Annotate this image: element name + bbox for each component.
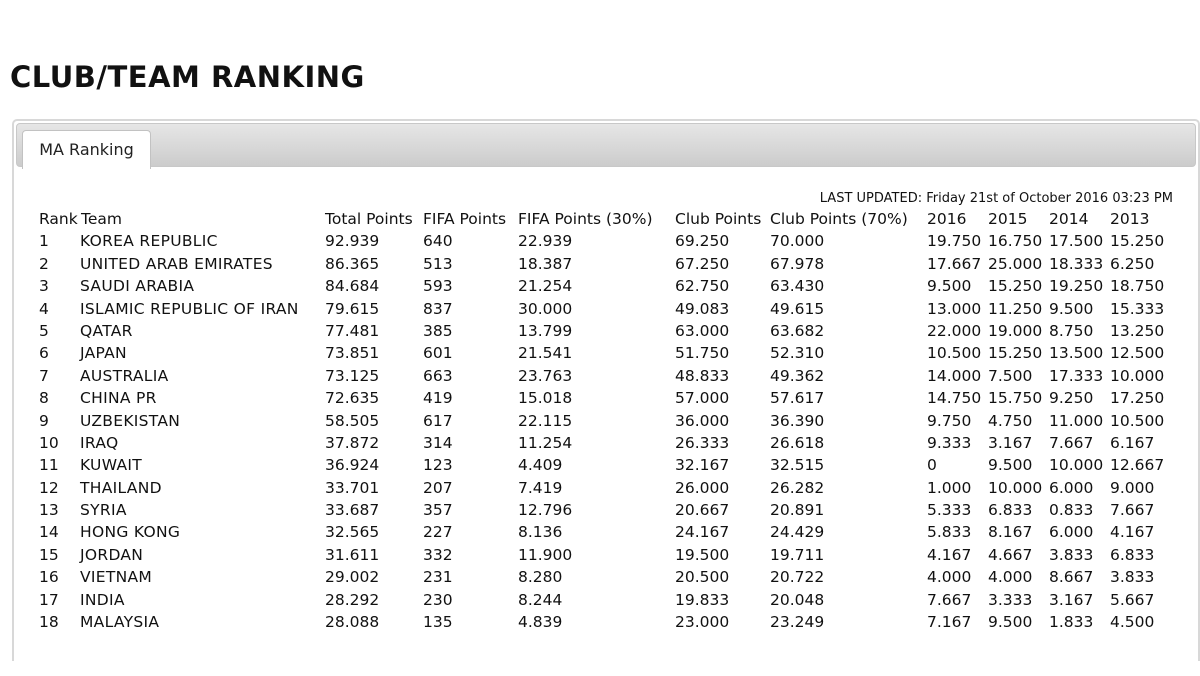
cell-2013: 12.667: [1110, 456, 1165, 475]
cell-2014: 8.667: [1049, 568, 1094, 587]
cell-2014: 9.500: [1049, 299, 1094, 318]
cell-club-points-70: 32.515: [770, 456, 825, 475]
cell-fifa-points-30: 12.796: [518, 501, 573, 520]
cell-2016: 1.000: [927, 478, 972, 497]
cell-2013: 13.250: [1110, 321, 1165, 340]
cell-total-points: 29.002: [325, 568, 380, 587]
cell-rank: 10: [39, 433, 59, 452]
cell-fifa-points-30: 21.254: [518, 277, 573, 296]
cell-club-points: 48.833: [675, 366, 730, 385]
cell-total-points: 77.481: [325, 321, 380, 340]
cell-team: UNITED ARAB EMIRATES: [80, 254, 273, 273]
cell-club-points: 49.083: [675, 299, 730, 318]
header-club-points[interactable]: Club Points: [675, 210, 762, 228]
cell-2015: 8.167: [988, 523, 1033, 542]
cell-rank: 6: [39, 344, 49, 363]
cell-fifa-points: 837: [423, 299, 453, 318]
cell-total-points: 92.939: [325, 232, 380, 251]
page-title: CLUB/TEAM RANKING: [10, 60, 365, 94]
cell-2014: 17.500: [1049, 232, 1104, 251]
cell-fifa-points: 357: [423, 501, 453, 520]
header-team[interactable]: Team: [81, 210, 122, 228]
cell-club-points-70: 57.617: [770, 389, 825, 408]
cell-2013: 4.167: [1110, 523, 1155, 542]
cell-2015: 9.500: [988, 613, 1033, 632]
cell-2013: 12.500: [1110, 344, 1165, 363]
cell-fifa-points-30: 4.839: [518, 613, 563, 632]
cell-2015: 15.250: [988, 344, 1043, 363]
cell-2016: 9.500: [927, 277, 972, 296]
cell-2014: 17.333: [1049, 366, 1104, 385]
cell-2014: 6.000: [1049, 523, 1094, 542]
cell-club-points-70: 20.722: [770, 568, 825, 587]
cell-2016: 9.750: [927, 411, 972, 430]
cell-2015: 6.833: [988, 501, 1033, 520]
cell-total-points: 33.687: [325, 501, 380, 520]
cell-2016: 4.000: [927, 568, 972, 587]
cell-rank: 1: [39, 232, 49, 251]
cell-2013: 10.000: [1110, 366, 1165, 385]
cell-club-points: 69.250: [675, 232, 730, 251]
cell-fifa-points: 135: [423, 613, 453, 632]
cell-fifa-points-30: 7.419: [518, 478, 563, 497]
cell-total-points: 31.611: [325, 545, 380, 564]
cell-club-points-70: 20.891: [770, 501, 825, 520]
cell-fifa-points-30: 11.254: [518, 433, 573, 452]
cell-2016: 19.750: [927, 232, 982, 251]
cell-total-points: 73.851: [325, 344, 380, 363]
cell-2013: 4.500: [1110, 613, 1155, 632]
cell-2014: 7.667: [1049, 433, 1094, 452]
cell-rank: 3: [39, 277, 49, 296]
cell-2014: 10.000: [1049, 456, 1104, 475]
cell-fifa-points-30: 22.939: [518, 232, 573, 251]
cell-fifa-points: 332: [423, 545, 453, 564]
cell-2016: 13.000: [927, 299, 982, 318]
cell-club-points: 24.167: [675, 523, 730, 542]
cell-2015: 4.750: [988, 411, 1033, 430]
cell-fifa-points: 593: [423, 277, 453, 296]
cell-total-points: 37.872: [325, 433, 380, 452]
cell-2016: 4.167: [927, 545, 972, 564]
cell-fifa-points-30: 23.763: [518, 366, 573, 385]
cell-2013: 6.833: [1110, 545, 1155, 564]
cell-2014: 13.500: [1049, 344, 1104, 363]
cell-2013: 5.667: [1110, 590, 1155, 609]
cell-rank: 16: [39, 568, 59, 587]
cell-2014: 11.000: [1049, 411, 1104, 430]
cell-fifa-points: 314: [423, 433, 453, 452]
last-updated-text: LAST UPDATED: Friday 21st of October 2016 03:23 PM: [819, 191, 1173, 206]
cell-total-points: 72.635: [325, 389, 380, 408]
tab-ma-ranking[interactable]: MA Ranking: [22, 130, 151, 169]
cell-fifa-points: 385: [423, 321, 453, 340]
cell-fifa-points-30: 4.409: [518, 456, 563, 475]
cell-2013: 7.667: [1110, 501, 1155, 520]
cell-rank: 14: [39, 523, 59, 542]
cell-2014: 1.833: [1049, 613, 1094, 632]
cell-2015: 3.167: [988, 433, 1033, 452]
cell-2013: 15.250: [1110, 232, 1165, 251]
cell-2015: 4.000: [988, 568, 1033, 587]
cell-fifa-points: 513: [423, 254, 453, 273]
cell-2014: 0.833: [1049, 501, 1094, 520]
cell-fifa-points: 601: [423, 344, 453, 363]
cell-club-points: 51.750: [675, 344, 730, 363]
cell-team: THAILAND: [80, 478, 162, 497]
cell-2015: 15.750: [988, 389, 1043, 408]
cell-club-points-70: 63.682: [770, 321, 825, 340]
cell-rank: 11: [39, 456, 59, 475]
header-rank[interactable]: Rank: [39, 210, 78, 228]
cell-team: KUWAIT: [80, 456, 143, 475]
cell-fifa-points: 617: [423, 411, 453, 430]
cell-total-points: 79.615: [325, 299, 380, 318]
cell-fifa-points: 231: [423, 568, 453, 587]
cell-2013: 10.500: [1110, 411, 1165, 430]
cell-2014: 18.333: [1049, 254, 1104, 273]
header-total-points[interactable]: Total Points: [325, 210, 413, 228]
cell-2013: 9.000: [1110, 478, 1155, 497]
cell-club-points: 36.000: [675, 411, 730, 430]
cell-fifa-points: 419: [423, 389, 453, 408]
header-2013[interactable]: 2013: [1110, 210, 1150, 228]
cell-rank: 4: [39, 299, 49, 318]
cell-total-points: 33.701: [325, 478, 380, 497]
cell-2016: 7.667: [927, 590, 972, 609]
cell-2015: 4.667: [988, 545, 1033, 564]
cell-2013: 15.333: [1110, 299, 1165, 318]
cell-team: INDIA: [80, 590, 125, 609]
cell-2014: 6.000: [1049, 478, 1094, 497]
cell-team: JAPAN: [80, 344, 127, 363]
cell-club-points-70: 19.711: [770, 545, 825, 564]
cell-fifa-points-30: 11.900: [518, 545, 573, 564]
cell-rank: 13: [39, 501, 59, 520]
cell-fifa-points: 227: [423, 523, 453, 542]
cell-2016: 5.333: [927, 501, 972, 520]
cell-2016: 22.000: [927, 321, 982, 340]
cell-2015: 19.000: [988, 321, 1043, 340]
cell-team: IRAQ: [80, 433, 119, 452]
cell-2015: 7.500: [988, 366, 1033, 385]
cell-rank: 12: [39, 478, 59, 497]
cell-club-points-70: 49.362: [770, 366, 825, 385]
cell-team: CHINA PR: [80, 389, 157, 408]
cell-total-points: 73.125: [325, 366, 380, 385]
cell-club-points-70: 36.390: [770, 411, 825, 430]
cell-total-points: 58.505: [325, 411, 380, 430]
cell-2014: 3.167: [1049, 590, 1094, 609]
cell-fifa-points-30: 13.799: [518, 321, 573, 340]
cell-club-points-70: 70.000: [770, 232, 825, 251]
cell-team: JORDAN: [80, 545, 144, 564]
cell-club-points: 32.167: [675, 456, 730, 475]
cell-club-points: 62.750: [675, 277, 730, 296]
cell-rank: 8: [39, 389, 49, 408]
cell-2016: 9.333: [927, 433, 972, 452]
cell-club-points: 57.000: [675, 389, 730, 408]
cell-2016: 5.833: [927, 523, 972, 542]
cell-rank: 5: [39, 321, 49, 340]
cell-rank: 7: [39, 366, 49, 385]
cell-total-points: 28.292: [325, 590, 380, 609]
cell-2013: 6.250: [1110, 254, 1155, 273]
cell-club-points-70: 24.429: [770, 523, 825, 542]
cell-total-points: 28.088: [325, 613, 380, 632]
cell-club-points: 26.333: [675, 433, 730, 452]
cell-club-points: 26.000: [675, 478, 730, 497]
cell-total-points: 36.924: [325, 456, 380, 475]
cell-fifa-points-30: 8.244: [518, 590, 563, 609]
cell-team: SAUDI ARABIA: [80, 277, 195, 296]
cell-total-points: 86.365: [325, 254, 380, 273]
cell-2013: 6.167: [1110, 433, 1155, 452]
cell-total-points: 32.565: [325, 523, 380, 542]
cell-fifa-points-30: 15.018: [518, 389, 573, 408]
cell-fifa-points: 123: [423, 456, 453, 475]
cell-club-points-70: 26.282: [770, 478, 825, 497]
cell-2015: 10.000: [988, 478, 1043, 497]
header-2015[interactable]: 2015: [988, 210, 1028, 228]
cell-2016: 17.667: [927, 254, 982, 273]
header-2014[interactable]: 2014: [1049, 210, 1089, 228]
tab-strip: [16, 123, 1196, 167]
cell-club-points: 20.667: [675, 501, 730, 520]
header-2016[interactable]: 2016: [927, 210, 967, 228]
cell-2014: 8.750: [1049, 321, 1094, 340]
cell-club-points-70: 49.615: [770, 299, 825, 318]
cell-fifa-points-30: 22.115: [518, 411, 573, 430]
cell-2016: 14.750: [927, 389, 982, 408]
cell-team: KOREA REPUBLIC: [80, 232, 218, 251]
cell-rank: 9: [39, 411, 49, 430]
cell-2016: 14.000: [927, 366, 982, 385]
cell-2015: 25.000: [988, 254, 1043, 273]
cell-2015: 11.250: [988, 299, 1043, 318]
cell-team: QATAR: [80, 321, 133, 340]
cell-2015: 15.250: [988, 277, 1043, 296]
cell-2015: 3.333: [988, 590, 1033, 609]
cell-fifa-points: 230: [423, 590, 453, 609]
cell-fifa-points-30: 18.387: [518, 254, 573, 273]
cell-2014: 3.833: [1049, 545, 1094, 564]
cell-2016: 0: [927, 456, 937, 475]
header-club-points-70[interactable]: Club Points (70%): [770, 210, 908, 228]
cell-2013: 18.750: [1110, 277, 1165, 296]
cell-2015: 9.500: [988, 456, 1033, 475]
cell-team: ISLAMIC REPUBLIC OF IRAN: [80, 299, 299, 318]
cell-rank: 2: [39, 254, 49, 273]
cell-fifa-points-30: 30.000: [518, 299, 573, 318]
cell-team: SYRIA: [80, 501, 127, 520]
ranking-panel: [12, 119, 1200, 661]
header-fifa-points[interactable]: FIFA Points: [423, 210, 507, 228]
cell-club-points: 19.500: [675, 545, 730, 564]
cell-team: MALAYSIA: [80, 613, 160, 632]
cell-club-points: 63.000: [675, 321, 730, 340]
cell-club-points-70: 23.249: [770, 613, 825, 632]
cell-fifa-points-30: 21.541: [518, 344, 573, 363]
cell-fifa-points-30: 8.136: [518, 523, 563, 542]
cell-2013: 3.833: [1110, 568, 1155, 587]
cell-2013: 17.250: [1110, 389, 1165, 408]
cell-fifa-points: 640: [423, 232, 453, 251]
cell-fifa-points: 207: [423, 478, 453, 497]
cell-club-points: 23.000: [675, 613, 730, 632]
cell-club-points-70: 26.618: [770, 433, 825, 452]
cell-total-points: 84.684: [325, 277, 380, 296]
cell-club-points-70: 20.048: [770, 590, 825, 609]
cell-team: VIETNAM: [80, 568, 153, 587]
cell-club-points: 67.250: [675, 254, 730, 273]
cell-2014: 9.250: [1049, 389, 1094, 408]
cell-2016: 7.167: [927, 613, 972, 632]
cell-2015: 16.750: [988, 232, 1043, 251]
cell-team: HONG KONG: [80, 523, 181, 542]
cell-club-points-70: 67.978: [770, 254, 825, 273]
cell-rank: 15: [39, 545, 59, 564]
cell-club-points-70: 52.310: [770, 344, 825, 363]
header-fifa-points-30[interactable]: FIFA Points (30%): [518, 210, 653, 228]
cell-team: AUSTRALIA: [80, 366, 169, 385]
cell-club-points: 20.500: [675, 568, 730, 587]
cell-fifa-points-30: 8.280: [518, 568, 563, 587]
cell-rank: 18: [39, 613, 59, 632]
cell-fifa-points: 663: [423, 366, 453, 385]
cell-club-points: 19.833: [675, 590, 730, 609]
cell-2016: 10.500: [927, 344, 982, 363]
cell-rank: 17: [39, 590, 59, 609]
cell-club-points-70: 63.430: [770, 277, 825, 296]
cell-team: UZBEKISTAN: [80, 411, 181, 430]
cell-2014: 19.250: [1049, 277, 1104, 296]
